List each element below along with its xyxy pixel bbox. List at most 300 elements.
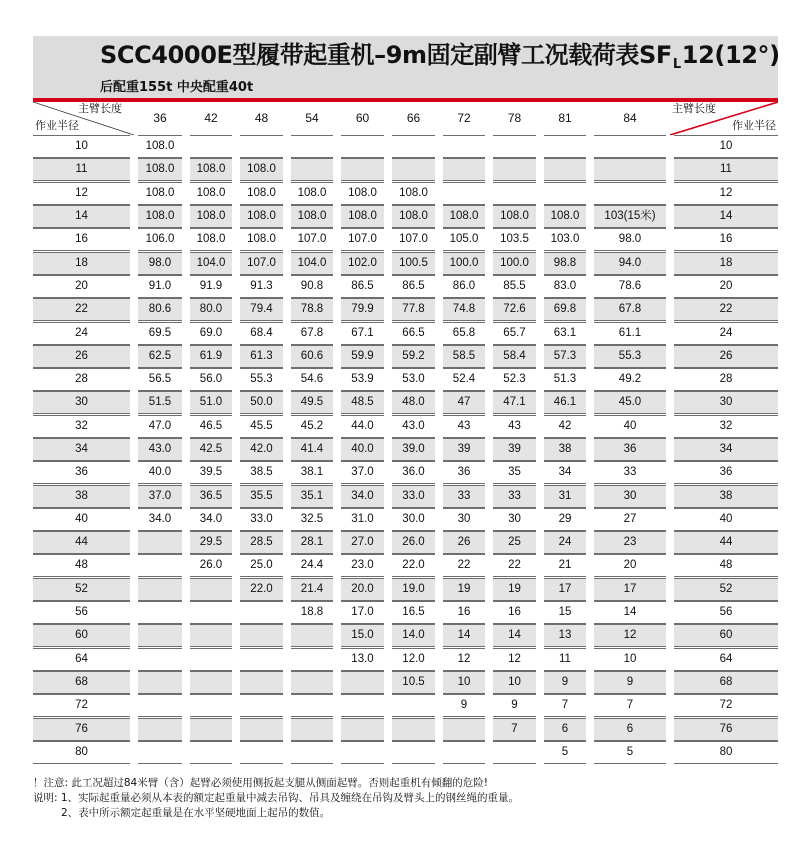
load-cell (489, 415, 540, 438)
radius-cell-right (670, 554, 778, 577)
table-row (33, 671, 778, 694)
load-value: 12 (493, 648, 536, 671)
load-value: 26 (443, 531, 485, 554)
load-value: 25 (493, 531, 536, 554)
load-value: 28.5 (240, 531, 283, 554)
load-cell (590, 182, 670, 205)
load-cell (489, 438, 540, 461)
radius-value: 38 (33, 485, 130, 508)
load-value: 36.0 (392, 461, 435, 484)
load-value: 39 (443, 438, 485, 461)
table-row (33, 484, 778, 507)
load-value: 10 (443, 671, 485, 694)
working-radius-label: 作业半径 (35, 120, 79, 132)
load-value: 10 (493, 671, 536, 694)
load-cell (540, 345, 590, 368)
load-value: 56.0 (190, 368, 232, 391)
load-cell (540, 391, 590, 414)
load-value (443, 158, 485, 181)
radius-value: 34 (33, 438, 130, 461)
load-value: 100.0 (493, 252, 536, 275)
load-value: 51.0 (190, 391, 232, 414)
load-cell (590, 321, 670, 344)
load-value: 47.1 (493, 391, 536, 414)
load-value: 108.0 (138, 135, 182, 158)
load-value (341, 718, 384, 741)
load-value: 78.6 (594, 275, 666, 298)
load-value: 34.0 (138, 508, 182, 531)
load-value: 91.3 (240, 275, 283, 298)
load-cell (489, 205, 540, 228)
load-cell (186, 624, 236, 647)
radius-value: 72 (674, 694, 778, 717)
load-cell (186, 135, 236, 158)
radius-value: 34 (674, 438, 778, 461)
load-value: 9 (443, 694, 485, 717)
table-row (33, 321, 778, 344)
load-value: 36 (594, 438, 666, 461)
load-value: 33 (594, 461, 666, 484)
load-value: 108.0 (240, 158, 283, 181)
load-value (341, 671, 384, 694)
load-cell (287, 345, 337, 368)
table-row (33, 601, 778, 624)
load-value: 91.0 (138, 275, 182, 298)
load-cell (236, 251, 287, 274)
load-value: 108.0 (392, 205, 435, 228)
load-value: 40 (594, 415, 666, 438)
load-value: 108.0 (138, 182, 182, 205)
load-value: 33 (493, 485, 536, 508)
radius-cell-right (670, 205, 778, 228)
load-value: 65.8 (443, 322, 485, 345)
radius-cell-right (670, 158, 778, 181)
load-cell (287, 321, 337, 344)
load-value: 45.5 (240, 415, 283, 438)
radius-cell (33, 531, 134, 554)
load-value: 23.0 (341, 554, 384, 577)
load-cell (236, 624, 287, 647)
load-cell (439, 648, 489, 671)
load-cell (236, 554, 287, 577)
load-cell (186, 415, 236, 438)
load-value: 58.4 (493, 345, 536, 368)
load-value: 43 (443, 415, 485, 438)
load-value (291, 718, 333, 741)
load-value: 53.0 (392, 368, 435, 391)
load-value (544, 182, 586, 205)
load-cell (489, 717, 540, 740)
load-cell (388, 368, 439, 391)
load-value: 34.0 (341, 485, 384, 508)
load-cell (134, 601, 186, 624)
radius-value: 72 (33, 694, 130, 717)
load-cell (186, 694, 236, 717)
load-cell (540, 228, 590, 251)
load-cell (236, 345, 287, 368)
load-value: 47 (443, 391, 485, 414)
load-value: 32.5 (291, 508, 333, 531)
load-value (291, 135, 333, 158)
load-value: 7 (544, 694, 586, 717)
radius-value: 24 (33, 322, 130, 345)
load-value: 15.0 (341, 624, 384, 647)
load-value (341, 741, 384, 764)
load-value: 6 (594, 718, 666, 741)
load-value: 14 (594, 601, 666, 624)
table-row (33, 368, 778, 391)
load-cell (337, 135, 388, 158)
radius-value: 44 (33, 531, 130, 554)
load-value: 52.4 (443, 368, 485, 391)
load-value: 98.8 (544, 252, 586, 275)
radius-cell (33, 391, 134, 414)
radius-cell (33, 717, 134, 740)
radius-value: 36 (674, 461, 778, 484)
radius-value: 26 (674, 345, 778, 368)
load-cell (540, 694, 590, 717)
table-row (33, 158, 778, 181)
load-cell (236, 671, 287, 694)
radius-value: 32 (674, 415, 778, 438)
load-value: 26.0 (392, 531, 435, 554)
radius-cell-right (670, 461, 778, 484)
load-cell (540, 438, 590, 461)
load-value: 27.0 (341, 531, 384, 554)
boom-length-col-header: 84 (623, 111, 637, 125)
load-cell (388, 275, 439, 298)
load-cell (186, 158, 236, 181)
load-value: 12.0 (392, 648, 435, 671)
load-cell (337, 368, 388, 391)
radius-value: 64 (33, 648, 130, 671)
boom-length-col-header: 42 (204, 111, 218, 125)
load-value (190, 741, 232, 764)
load-cell (590, 298, 670, 321)
load-value: 13.0 (341, 648, 384, 671)
load-value (291, 158, 333, 181)
load-value: 30 (443, 508, 485, 531)
load-cell (439, 158, 489, 181)
load-cell (236, 415, 287, 438)
radius-cell-right (670, 648, 778, 671)
load-value: 38 (544, 438, 586, 461)
load-value: 102.0 (341, 252, 384, 275)
load-value (594, 135, 666, 158)
load-value: 63.1 (544, 322, 586, 345)
radius-cell-right (670, 484, 778, 507)
load-cell (236, 484, 287, 507)
load-cell (186, 182, 236, 205)
load-cell (590, 345, 670, 368)
load-cell (186, 368, 236, 391)
load-value: 106.0 (138, 228, 182, 251)
table-row (33, 531, 778, 554)
load-cell (590, 484, 670, 507)
load-value (341, 135, 384, 158)
load-cell (236, 717, 287, 740)
load-value: 79.9 (341, 298, 384, 321)
load-cell (540, 508, 590, 531)
load-value: 108.0 (190, 158, 232, 181)
load-value: 65.7 (493, 322, 536, 345)
load-cell (439, 228, 489, 251)
load-value: 6 (544, 718, 586, 741)
load-cell (337, 158, 388, 181)
load-value (291, 741, 333, 764)
load-value: 103.5 (493, 228, 536, 251)
load-value: 39 (493, 438, 536, 461)
load-value: 108.0 (240, 228, 283, 251)
load-cell (388, 205, 439, 228)
radius-cell (33, 368, 134, 391)
load-value: 27 (594, 508, 666, 531)
load-cell (388, 298, 439, 321)
load-value (138, 554, 182, 577)
load-cell (388, 694, 439, 717)
load-cell (287, 648, 337, 671)
load-cell (236, 438, 287, 461)
load-value: 40.0 (341, 438, 384, 461)
table-row (33, 717, 778, 740)
load-value: 9 (493, 694, 536, 717)
radius-cell (33, 554, 134, 577)
load-cell (439, 578, 489, 601)
load-cell (439, 298, 489, 321)
load-value: 21 (544, 554, 586, 577)
load-cell (590, 438, 670, 461)
radius-cell (33, 438, 134, 461)
radius-cell-right (670, 694, 778, 717)
load-value: 22 (443, 554, 485, 577)
load-value (240, 694, 283, 717)
load-value: 53.9 (341, 368, 384, 391)
load-cell (337, 205, 388, 228)
load-cell (540, 135, 590, 158)
load-value: 15 (544, 601, 586, 624)
load-cell (186, 298, 236, 321)
load-cell (388, 484, 439, 507)
load-value (190, 694, 232, 717)
boom-length-col-header: 66 (406, 111, 421, 125)
load-value: 103.0 (544, 228, 586, 251)
load-value: 105.0 (443, 228, 485, 251)
load-cell (236, 648, 287, 671)
load-cell (134, 648, 186, 671)
load-value: 9 (594, 671, 666, 694)
load-cell (134, 717, 186, 740)
load-value: 12 (594, 624, 666, 647)
load-cell (236, 275, 287, 298)
load-value (544, 135, 586, 158)
load-value: 90.8 (291, 275, 333, 298)
load-value: 98.0 (138, 252, 182, 275)
load-value: 20.0 (341, 578, 384, 601)
load-value: 108.0 (190, 182, 232, 205)
load-cell (590, 694, 670, 717)
load-value: 83.0 (544, 275, 586, 298)
boom-length-label: 主臂长度 (78, 103, 122, 115)
load-cell (489, 624, 540, 647)
load-value: 103(15米) (594, 205, 666, 228)
load-value: 67.8 (594, 298, 666, 321)
table-row (33, 275, 778, 298)
load-value (594, 158, 666, 181)
load-value: 33 (443, 485, 485, 508)
load-value (190, 578, 232, 601)
radius-value: 76 (33, 718, 130, 741)
radius-value: 52 (33, 578, 130, 601)
load-cell (236, 158, 287, 181)
load-cell (439, 461, 489, 484)
load-value: 59.9 (341, 345, 384, 368)
load-value: 68.4 (240, 322, 283, 345)
radius-cell-right (670, 345, 778, 368)
load-value (240, 648, 283, 671)
radius-cell-right (670, 391, 778, 414)
radius-cell (33, 275, 134, 298)
load-cell (489, 694, 540, 717)
load-value: 47.0 (138, 415, 182, 438)
table-row (33, 508, 778, 531)
radius-value: 11 (674, 158, 778, 181)
load-cell (388, 321, 439, 344)
load-cell (337, 484, 388, 507)
load-value: 33.0 (392, 485, 435, 508)
notes (33, 776, 778, 821)
counterweight-subtitle: 后配重155t 中央配重40t (100, 80, 254, 95)
load-cell (186, 391, 236, 414)
load-cell (540, 415, 590, 438)
table-row (33, 415, 778, 438)
radius-cell-right (670, 321, 778, 344)
radius-cell (33, 508, 134, 531)
load-cell (337, 275, 388, 298)
load-cell (337, 648, 388, 671)
radius-value: 18 (33, 252, 130, 275)
load-value: 49.5 (291, 391, 333, 414)
radius-cell-right (670, 438, 778, 461)
load-value: 25.0 (240, 554, 283, 577)
load-cell (236, 205, 287, 228)
load-value: 16.5 (392, 601, 435, 624)
load-value: 44.0 (341, 415, 384, 438)
boom-length-label: 主臂长度 (672, 103, 716, 115)
load-cell (388, 508, 439, 531)
load-cell (134, 251, 186, 274)
load-cell (590, 578, 670, 601)
radius-cell (33, 298, 134, 321)
load-value: 52.3 (493, 368, 536, 391)
load-value (138, 741, 182, 764)
radius-cell (33, 601, 134, 624)
load-value: 108.0 (443, 205, 485, 228)
load-value: 22 (493, 554, 536, 577)
load-value (392, 135, 435, 158)
load-cell (590, 391, 670, 414)
load-cell (236, 741, 287, 764)
radius-cell-right (670, 578, 778, 601)
load-cell (134, 345, 186, 368)
radius-value: 38 (674, 485, 778, 508)
radius-value: 80 (674, 741, 778, 764)
load-cell (439, 531, 489, 554)
radius-value: 22 (33, 298, 130, 321)
radius-value: 12 (674, 182, 778, 205)
load-value (190, 718, 232, 741)
load-value (240, 601, 283, 624)
load-cell (590, 624, 670, 647)
load-value (493, 158, 536, 181)
load-value: 108.0 (544, 205, 586, 228)
load-value: 108.0 (138, 205, 182, 228)
load-value: 14 (493, 624, 536, 647)
load-cell (337, 531, 388, 554)
load-chart-table (33, 102, 778, 764)
load-value: 51.3 (544, 368, 586, 391)
load-value: 11 (544, 648, 586, 671)
load-cell (540, 671, 590, 694)
radius-cell-right (670, 182, 778, 205)
radius-cell (33, 694, 134, 717)
load-value: 78.8 (291, 298, 333, 321)
load-cell (489, 321, 540, 344)
load-value (138, 624, 182, 647)
load-value: 100.5 (392, 252, 435, 275)
load-value: 46.5 (190, 415, 232, 438)
load-cell (590, 531, 670, 554)
radius-cell-right (670, 251, 778, 274)
radius-cell-right (670, 741, 778, 764)
load-cell (439, 601, 489, 624)
load-cell (337, 391, 388, 414)
load-cell (590, 741, 670, 764)
radius-value: 18 (674, 252, 778, 275)
load-value: 61.9 (190, 345, 232, 368)
load-cell (287, 531, 337, 554)
load-value: 59.2 (392, 345, 435, 368)
load-value (594, 182, 666, 205)
table-row (33, 298, 778, 321)
load-cell (337, 251, 388, 274)
load-cell (388, 461, 439, 484)
boom-length-col-header: 36 (153, 111, 167, 125)
load-cell (287, 368, 337, 391)
load-value: 62.5 (138, 345, 182, 368)
load-value (190, 671, 232, 694)
load-value: 24.4 (291, 554, 333, 577)
radius-value: 14 (674, 205, 778, 228)
radius-cell (33, 671, 134, 694)
radius-value: 60 (674, 624, 778, 647)
load-value: 23 (594, 531, 666, 554)
warning-note: ！注意: 此工况超过84米臂（含）起臂必须使用侧扳起支腿从侧面起臂。否则起重机有倾翻的危险! (33, 777, 488, 789)
load-cell (540, 182, 590, 205)
load-value: 28.1 (291, 531, 333, 554)
load-value: 29 (544, 508, 586, 531)
load-value (392, 694, 435, 717)
load-value (138, 671, 182, 694)
load-cell (388, 531, 439, 554)
radius-value: 16 (674, 228, 778, 251)
load-cell (388, 741, 439, 764)
load-value (240, 741, 283, 764)
table-row (33, 438, 778, 461)
load-value: 18.8 (291, 601, 333, 624)
load-cell (540, 578, 590, 601)
radius-value: 10 (674, 135, 778, 158)
load-cell (186, 578, 236, 601)
